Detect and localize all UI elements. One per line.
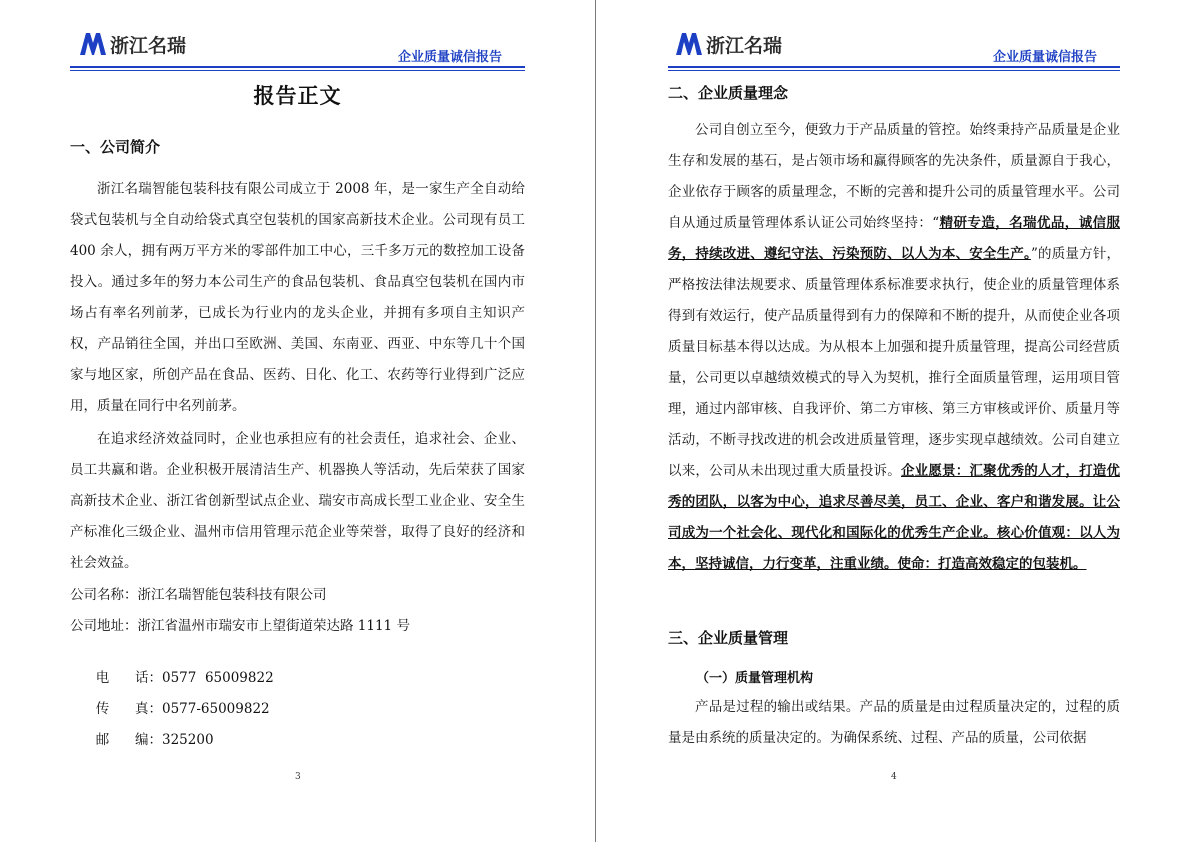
quality-policy-text: 精研专造，名瑞优品，诚信服务，持续改进、遵纪守法、污染预防、以人为本、安全生产。 <box>668 215 1121 262</box>
postcode-label: 邮 编： <box>95 732 162 748</box>
phone-value: 0577 65009822 <box>162 670 274 686</box>
postcode-line <box>70 710 214 770</box>
vision-values-mission-text: 企业愿景：汇聚优秀的人才，打造优秀的团队，以客为中心，追求尽善尽美，员工、企业、客户和谐发展。让公司成为一个社会化、现代化和国际化的优秀生产企业。核心价值观：以人为本，坚持诚信，力行变革，注重业绩。使命：打造高效稳定的包装机。 <box>668 463 1120 572</box>
company-intro-paragraph-2: 在追求经济效益同时，企业也承担应有的社会责任，追求社会、企业、员工共赢和谐。企业积极开展清洁生产、机器换人等活动，先后荣获了国家高新技术企业、浙江省创新型试点企业、瑞安市高成长型工业企业、安全生产标准化三级企业、温州市信用管理示范企业等荣誉，取得了良好的经济和社会效益。 <box>70 431 525 571</box>
company-name-value: 浙江名瑞智能包装科技有限公司 <box>137 587 327 603</box>
quality-philosophy-paragraph <box>668 115 1120 580</box>
logo-text: 浙江名瑞 <box>110 34 187 57</box>
company-address-line <box>70 616 410 636</box>
page-3 <box>0 0 595 842</box>
philosophy-text-a: 公司自创立至今，便致力于产品质量的管控。始终秉持产品质量是企业生存和发展的基石，是占领市场和赢得顾客的先决条件，质量源自于我心，企业依存于顾客的质量理念，不断的完善和提升公司的质量管理水平。公司自从通过质量管理体系认证公司始终坚持：“ <box>668 122 1120 231</box>
subsection-heading-quality-org: （一）质量管理机构 <box>696 671 814 686</box>
philosophy-text-c: ”的质量方针，严格按法律法规要求、质量管理体系标准要求执行，使企业的质量管理体系得到有效运行，使产品质量得到有力的保障和不断的提升，从而使企业各项质量目标基本得以达成。为从根本上加强和提升质量管理，提高公司经营质量，公司更以卓越绩效模式的导入为契机，推行全面质量管理，运用项目管理，通过内部审核、自我评价、第二方审核、第三方审核或评价、质量月等活动，不断寻找改进的机会改进质量管理，逐步实现卓越绩效。公司自建立以来，公司从未出现过重大质量投诉。 <box>668 246 1121 479</box>
page-number: 3 <box>295 772 301 782</box>
section-heading-company-intro: 一、公司简介 <box>70 138 161 156</box>
fax-value: 0577-65009822 <box>162 701 270 717</box>
phone-label: 电 话： <box>95 670 162 686</box>
company-intro-paragraph-1: 浙江名瑞智能包装科技有限公司成立于 2008 年，是一家生产全自动给袋式包装机与全自动给袋式真空包装机的国家高新技术企业。公司现有员工 400 余人，拥有两万平方米的零部件加工中心，三千多万元的数控加工设备投入。通过多年的努力本公司生产的食品包装机、食品真空包装机在国内市场占有率名列前茅，已成长为行业内的龙头企业，并拥有多项自主知识产权，产品销往全国，并出口至欧洲、美国、东南亚、西亚、中东等几十个国家与地区家，所创产品在食品、医药、日化、化工、农药等行业得到广泛应用，质量在同行中名列前茅。 <box>70 181 525 414</box>
quality-org-paragraph: 产品是过程的输出或结果。产品的质量是由过程质量决定的，过程的质量是由系统的质量决定的。为确保系统、过程、产品的质量，公司依据 <box>668 699 1120 746</box>
header-rule <box>668 66 1120 68</box>
company-address-value: 浙江省温州市瑞安市上望街道荣达路 1111 号 <box>137 618 410 634</box>
header-rule <box>70 66 525 68</box>
fax-label: 传 真： <box>95 701 162 717</box>
page-number: 4 <box>891 772 897 782</box>
header-rule-thin <box>70 70 525 71</box>
company-name-line <box>70 585 327 605</box>
logo-mark-icon <box>80 33 106 55</box>
section-heading-quality-management: 三、企业质量管理 <box>668 629 789 647</box>
postcode-value: 325200 <box>162 732 214 748</box>
report-header-title: 企业质量诚信报告 <box>993 50 1098 65</box>
page-4 <box>596 0 1191 842</box>
brand-logo <box>80 32 186 56</box>
page-title: 报告正文 <box>253 84 342 108</box>
section-heading-quality-philosophy: 二、企业质量理念 <box>668 84 789 102</box>
report-header-title: 企业质量诚信报告 <box>398 50 503 65</box>
logo-mark-icon <box>676 33 702 55</box>
logo-text: 浙江名瑞 <box>706 34 783 57</box>
header-rule-thin <box>668 70 1120 71</box>
company-name-label: 公司名称： <box>70 587 138 603</box>
brand-logo <box>676 32 782 56</box>
company-address-label: 公司地址： <box>70 618 138 634</box>
